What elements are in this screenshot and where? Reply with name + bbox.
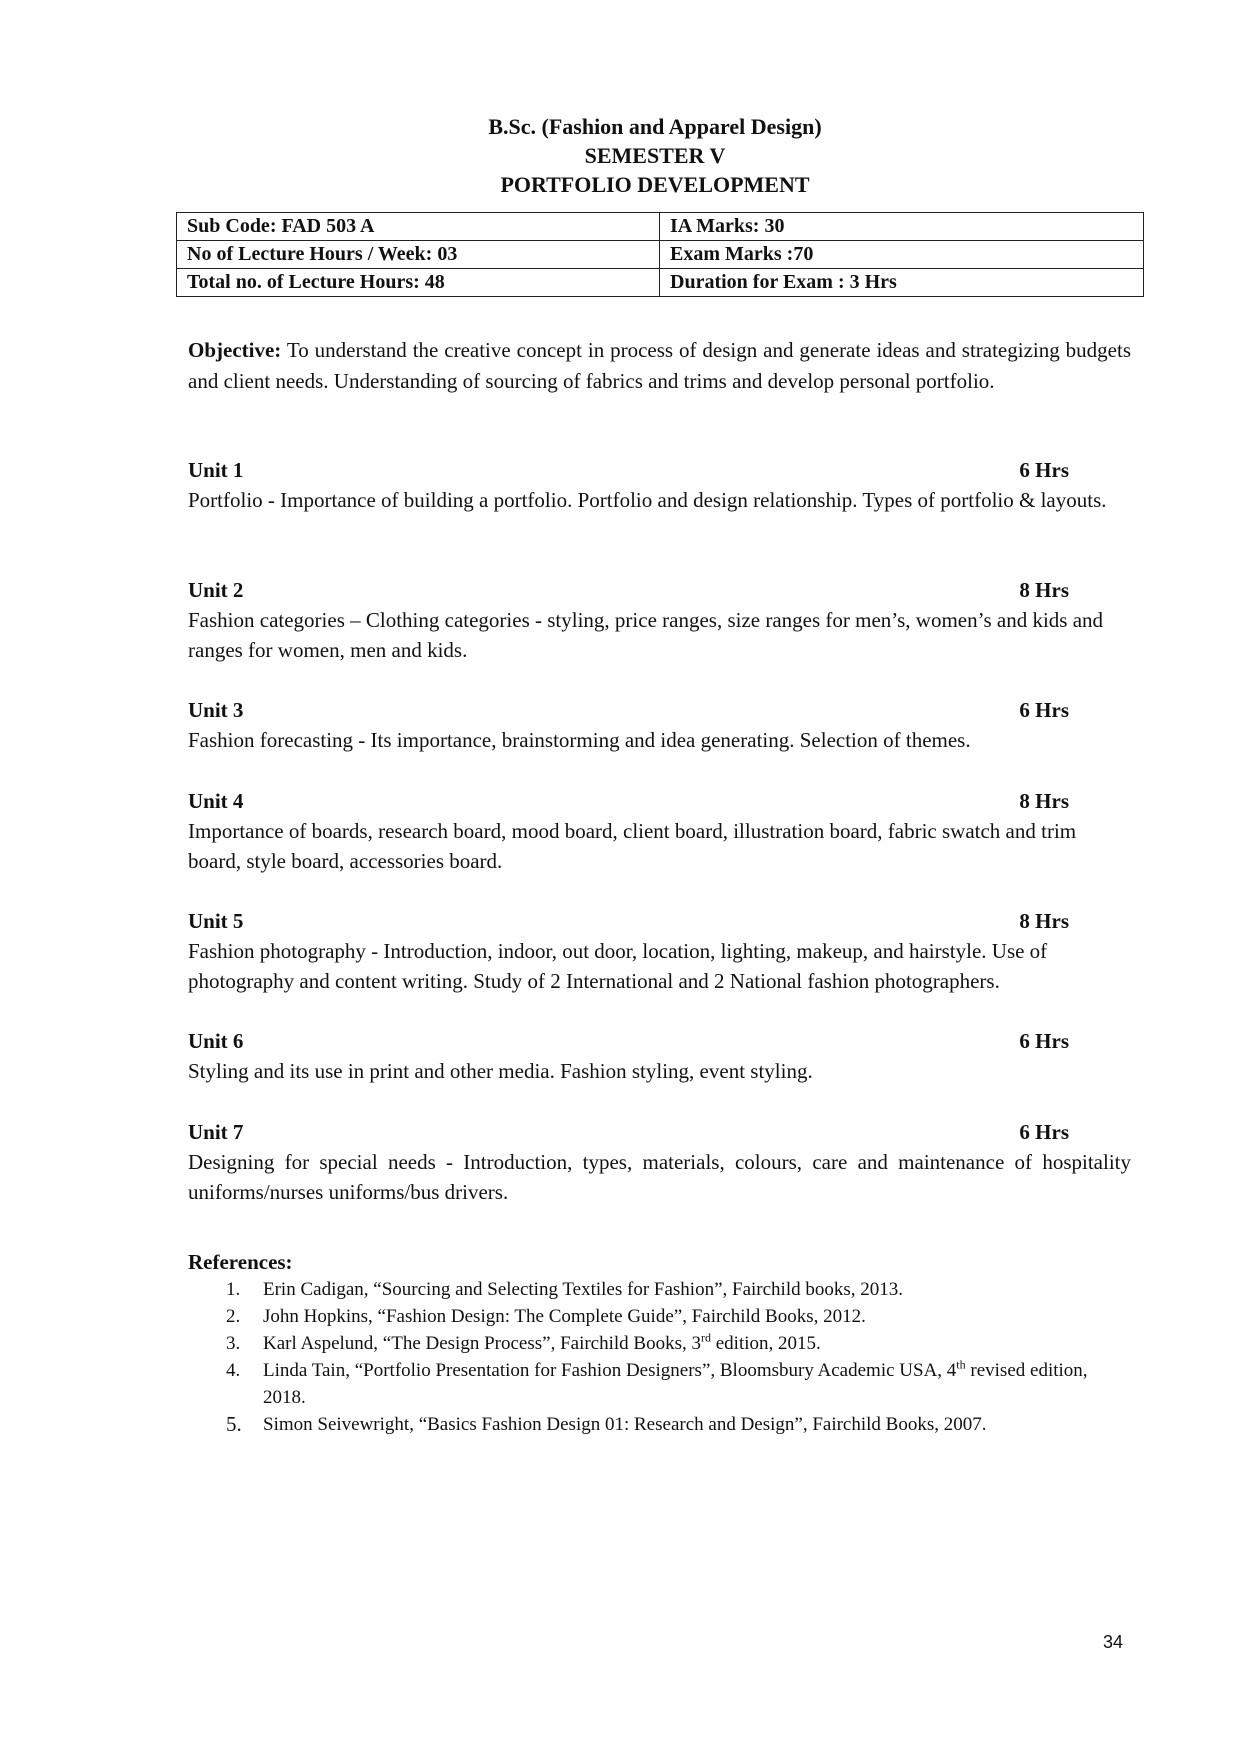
unit-title: Unit 3: [188, 698, 244, 722]
unit-5: [188, 906, 1131, 996]
unit-6: [188, 1026, 1131, 1086]
unit-description: Fashion forecasting - Its importance, brainstorming and idea generating. Selection of themes.: [188, 728, 971, 752]
unit-description: Portfolio - Importance of building a portfolio. Portfolio and design relationship. Types of portfolio & layouts.: [188, 488, 1107, 512]
reference-number: 3.: [226, 1333, 241, 1354]
reference-text-end: edition, 2015.: [710, 1333, 821, 1354]
ia-marks: IA Marks: 30: [660, 213, 1144, 241]
table-row: [177, 213, 1144, 241]
reference-number: 2.: [226, 1306, 241, 1327]
reference-text: John Hopkins, “Fashion Design: The Complete Guide”, Fairchild Books, 2012.: [263, 1306, 866, 1327]
reference-text: Erin Cadigan, “Sourcing and Selecting Textiles for Fashion”, Fairchild books, 2013.: [263, 1279, 903, 1300]
unit-hours: 6 Hrs: [1019, 698, 1069, 722]
unit-3: [188, 695, 1131, 755]
lecture-hours-week: No of Lecture Hours / Week: 03: [177, 241, 660, 269]
ordinal-suffix: rd: [700, 1330, 711, 1345]
unit-title: Unit 1: [188, 458, 244, 482]
unit-1: [188, 455, 1131, 515]
objective-text: To understand the creative concept in process of design and generate ideas and strategizing budgets and client needs. Understanding of sourcing of fabrics and trims and develop personal portfolio.: [188, 338, 1131, 393]
unit-2: [188, 575, 1131, 665]
unit-hours: 8 Hrs: [1019, 578, 1069, 602]
reference-number: 4.: [226, 1360, 241, 1381]
program-title: B.Sc. (Fashion and Apparel Design): [488, 114, 822, 139]
unit-title: Unit 7: [188, 1120, 244, 1144]
course-header: [0, 112, 1241, 199]
unit-hours: 8 Hrs: [1019, 789, 1069, 813]
unit-title: Unit 2: [188, 578, 244, 602]
reference-number: 5.: [226, 1412, 242, 1436]
references-title: References:: [188, 1250, 293, 1274]
unit-hours: 8 Hrs: [1019, 909, 1069, 933]
exam-marks: Exam Marks :70: [660, 241, 1144, 269]
list-item: [188, 1357, 1131, 1411]
total-lecture-hours: Total no. of Lecture Hours: 48: [177, 269, 660, 297]
list-item: [188, 1411, 1131, 1438]
reference-text: Simon Seivewright, “Basics Fashion Design 01: Research and Design”, Fairchild Books, 2007.: [263, 1414, 987, 1435]
course-info-table: [176, 212, 1144, 297]
unit-4: [188, 786, 1131, 876]
objective-label: Objective:: [188, 338, 282, 362]
unit-description: Styling and its use in print and other media. Fashion styling, event styling.: [188, 1059, 813, 1083]
table-row: [177, 241, 1144, 269]
reference-number: 1.: [226, 1279, 241, 1300]
list-item: [188, 1303, 1131, 1330]
page-number: 34: [1103, 1632, 1124, 1652]
ordinal-suffix: th: [956, 1357, 966, 1372]
list-item: [188, 1330, 1131, 1357]
exam-duration: Duration for Exam : 3 Hrs: [660, 269, 1144, 297]
unit-description: Designing for special needs - Introduction, types, materials, colours, care and maintenance of hospitality uniforms/nurses uniforms/bus drivers.: [188, 1150, 1131, 1204]
reference-text-end: revised edition, 2018.: [263, 1360, 1088, 1408]
semester-title: SEMESTER V: [584, 143, 726, 168]
references-section: [188, 1248, 1131, 1438]
list-item: [188, 1276, 1131, 1303]
unit-7: [188, 1117, 1131, 1207]
sub-code: Sub Code: FAD 503 A: [177, 213, 660, 241]
table-row: [177, 269, 1144, 297]
unit-description: Fashion photography - Introduction, indoor, out door, location, lighting, makeup, and hairstyle. Use of photography and content writing. Study of 2 International and 2 National fashion photographers.: [188, 939, 1048, 993]
unit-title: Unit 4: [188, 789, 244, 813]
unit-hours: 6 Hrs: [1019, 1029, 1069, 1053]
reference-text: Linda Tain, “Portfolio Presentation for Fashion Designers”, Bloomsbury Academic USA, 4: [263, 1360, 957, 1381]
subject-title: PORTFOLIO DEVELOPMENT: [500, 172, 810, 197]
unit-title: Unit 6: [188, 1029, 244, 1053]
reference-text: Karl Aspelund, “The Design Process”, Fairchild Books, 3: [263, 1333, 701, 1354]
unit-title: Unit 5: [188, 909, 244, 933]
unit-description: Importance of boards, research board, mood board, client board, illustration board, fabric swatch and trim board, style board, accessories board.: [188, 819, 1077, 873]
unit-description: Fashion categories – Clothing categories - styling, price ranges, size ranges for men’s, women’s and kids and ranges for women, men and kids.: [188, 608, 1104, 662]
references-list: [188, 1276, 1131, 1438]
objective-paragraph: [188, 335, 1131, 397]
unit-hours: 6 Hrs: [1019, 458, 1069, 482]
unit-hours: 6 Hrs: [1019, 1120, 1069, 1144]
